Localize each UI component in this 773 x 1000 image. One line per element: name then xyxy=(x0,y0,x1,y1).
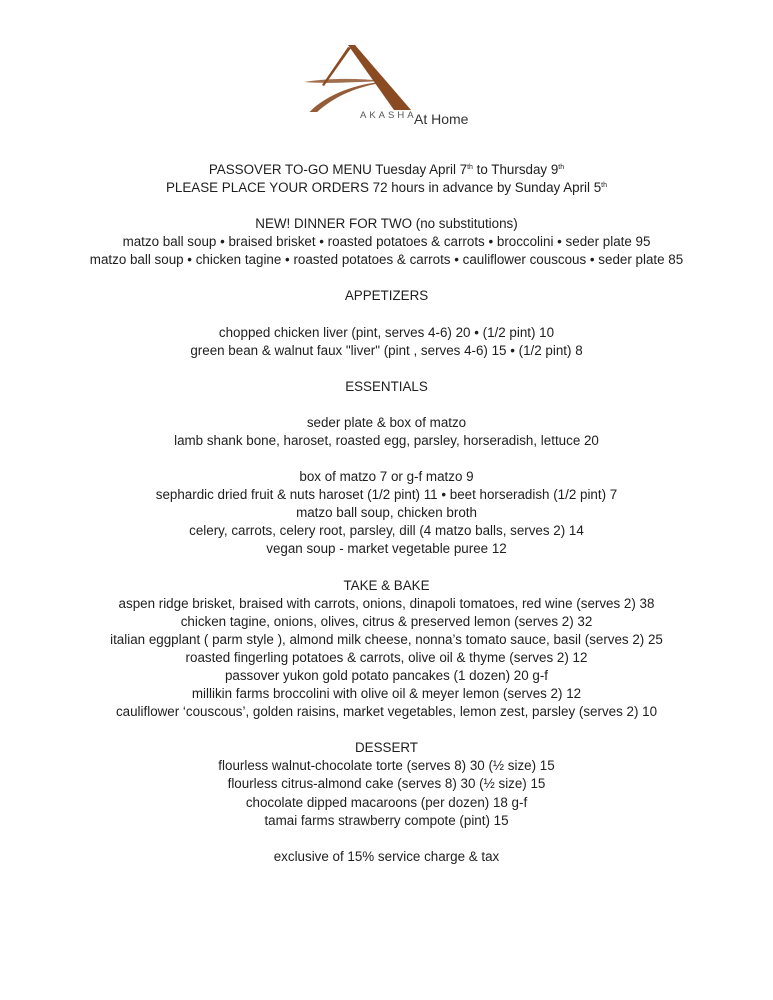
logo-suffix: At Home xyxy=(414,111,469,127)
essentials-item: box of matzo 7 or g-f matzo 9 xyxy=(299,469,474,485)
section-heading-appetizers: APPETIZERS xyxy=(344,288,429,304)
essentials-item: sephardic dried fruit & nuts haroset (1/2 pint) 11 • beet horseradish (1/2 pint) 7 xyxy=(155,487,618,503)
header-line-2: PLEASE PLACE YOUR ORDERS 72 hours in advance by Sunday April 5th xyxy=(165,180,607,196)
take-and-bake-item: italian eggplant ( parm style ), almond milk cheese, nonna’s tomato sauce, basil (serves 2) 25 xyxy=(110,631,663,647)
dessert-item: tamai farms strawberry compote (pint) 15 xyxy=(264,812,509,828)
take-and-bake-item: millikin farms broccolini with olive oil & meyer lemon (serves 2) 12 xyxy=(191,686,582,702)
menu-content xyxy=(0,161,773,866)
appetizer-item: chopped chicken liver (pint, serves 4-6) 20 • (1/2 pint) 10 xyxy=(218,324,555,340)
take-and-bake-item: roasted fingerling potatoes & carrots, olive oil & thyme (serves 2) 12 xyxy=(185,649,588,665)
take-and-bake-item: chicken tagine, onions, olives, citrus & preserved lemon (serves 2) 32 xyxy=(180,613,593,629)
dessert-item: chocolate dipped macaroons (per dozen) 18 g-f xyxy=(245,794,528,810)
section-heading-dessert: DESSERT xyxy=(354,740,418,756)
logo-brand: AKASHA xyxy=(360,110,417,121)
dinner-item: matzo ball soup • braised brisket • roasted potatoes & carrots • broccolini • seder plate 95 xyxy=(122,234,651,250)
dinner-item: matzo ball soup • chicken tagine • roasted potatoes & carrots • cauliflower couscous • seder plate 85 xyxy=(89,252,684,268)
take-and-bake-item: cauliflower ‘couscous’, golden raisins, market vegetables, lemon zest, parsley (serves 2) 10 xyxy=(115,704,658,720)
take-and-bake-item: passover yukon gold potato pancakes (1 dozen) 20 g-f xyxy=(224,667,549,683)
akasha-logo xyxy=(298,42,478,132)
essentials-item: seder plate & box of matzo xyxy=(306,414,467,430)
section-heading-take-and-bake: TAKE & BAKE xyxy=(343,577,430,593)
essentials-item: matzo ball soup, chicken broth xyxy=(296,505,477,521)
section-heading-dinner: NEW! DINNER FOR TWO (no substitutions) xyxy=(255,216,518,232)
section-heading-essentials: ESSENTIALS xyxy=(345,378,428,394)
header-line-1: PASSOVER TO-GO MENU Tuesday April 7th to Thursday 9th xyxy=(208,162,565,177)
footer-note: exclusive of 15% service charge & tax xyxy=(273,848,500,864)
dessert-item: flourless citrus-almond cake (serves 8) 30 (½ size) 15 xyxy=(227,776,546,792)
essentials-item: vegan soup - market vegetable puree 12 xyxy=(266,541,507,557)
appetizer-item: green bean & walnut faux "liver" (pint , serves 4-6) 15 • (1/2 pint) 8 xyxy=(190,342,583,358)
essentials-item: celery, carrots, celery root, parsley, dill (4 matzo balls, serves 2) 14 xyxy=(189,523,584,539)
essentials-item: lamb shank bone, haroset, roasted egg, parsley, horseradish, lettuce 20 xyxy=(174,432,599,448)
take-and-bake-item: aspen ridge brisket, braised with carrots, onions, dinapoli tomatoes, red wine (serves 2) 38 xyxy=(118,595,655,611)
akasha-a-logo-icon xyxy=(298,42,478,112)
dessert-item: flourless walnut-chocolate torte (serves 8) 30 (½ size) 15 xyxy=(218,758,555,774)
